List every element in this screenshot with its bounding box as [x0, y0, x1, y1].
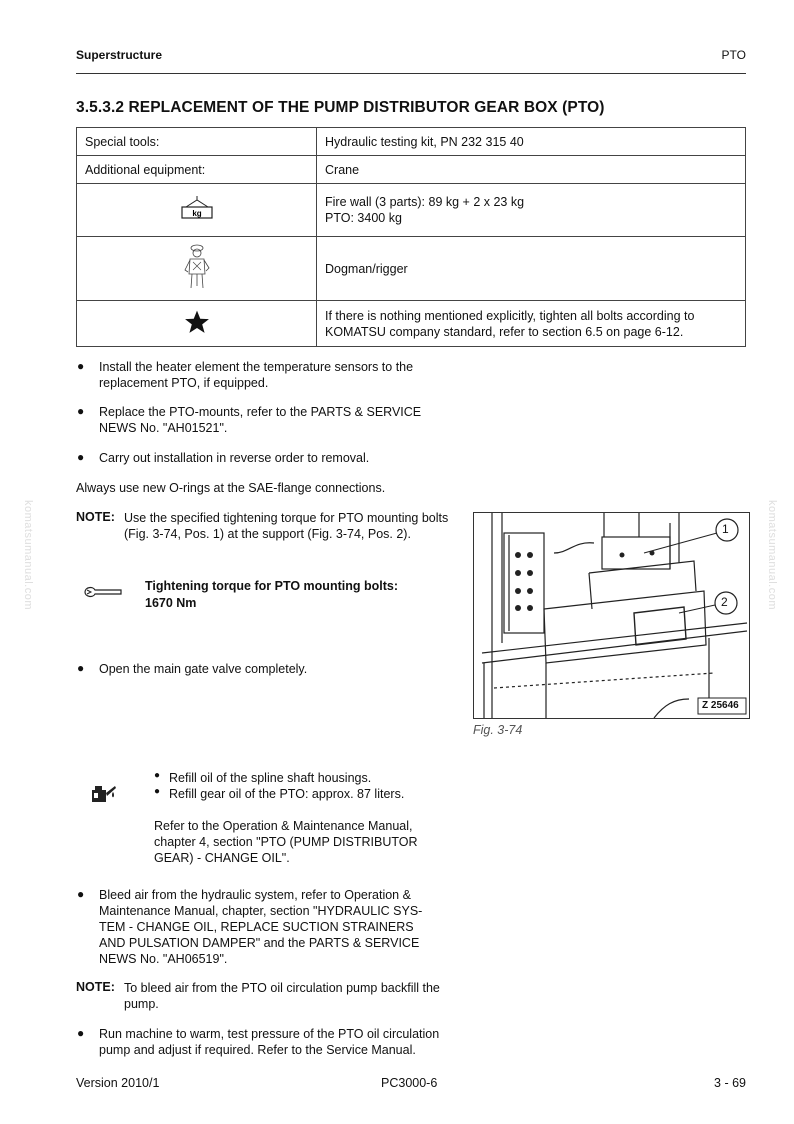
bullet-run-machine: Run machine to warm, test pressure of the PTO oil circulation pump and adjust if required. Refer to the Service Manual. [99, 1027, 440, 1057]
figure-ref: Z 25646 [702, 700, 739, 711]
bullet-dot: ● [77, 450, 85, 464]
table-row-additional-equipment [77, 156, 746, 184]
standard-value [317, 301, 746, 347]
oil-reference-line-3: GEAR) - CHANGE OIL". [154, 851, 290, 865]
oil-reference [154, 818, 454, 866]
oil-spline-item: Refill oil of the spline shaft housings. [169, 771, 372, 785]
star-icon-cell [77, 301, 317, 347]
bullet-dot: ● [77, 887, 85, 901]
bullet-dot: ● [154, 786, 161, 797]
figure-3-74 [473, 512, 750, 719]
bullet-bleed-air [99, 887, 459, 967]
bullet-open-gate-valve: Open the main gate valve completely. [99, 662, 308, 676]
callout-2: 2 [721, 595, 728, 609]
weight-icon-cell [77, 184, 317, 237]
bullet-replace-mounts: Replace the PTO-mounts, refer to the PARTS & SERVICE NEWS No. "AH01521". [99, 405, 422, 435]
oil-reference-line-2: chapter 4, section "PTO (PUMP DISTRIBUTOR [154, 835, 418, 849]
star-icon [184, 309, 210, 335]
header-section: Superstructure [76, 48, 163, 62]
additional-equipment-label: Additional equipment: [77, 156, 317, 184]
dogman-icon-cell [77, 237, 317, 301]
bleed-air-line-4: AND PULSATION DAMPER" and the PARTS & SERVICE [99, 936, 420, 950]
header-topic: PTO [721, 48, 746, 62]
bleed-air-line-3: TEM - CHANGE OIL, REPLACE SUCTION STRAINERS [99, 920, 414, 934]
bleed-air-line-2: Maintenance Manual, chapter, section "HYDRAULIC SYS- [99, 904, 423, 918]
torque-line-1: Tightening torque for PTO mounting bolts: [145, 579, 398, 593]
oil-reference-line-1: Refer to the Operation & Maintenance Manual, [154, 819, 413, 833]
table-row-dogman [77, 237, 746, 301]
note-bleed-text: To bleed air from the PTO oil circulation pump backfill the pump. [124, 981, 440, 1011]
header-rule [76, 73, 746, 74]
dogman-figure-icon [182, 242, 212, 292]
weight-icon-text: kg [191, 209, 202, 218]
table-row-special-tools [77, 128, 746, 156]
bleed-air-line-5: NEWS No. "AH06519". [99, 952, 228, 966]
bullet-dot: ● [77, 404, 85, 418]
standard-line-1: If there is nothing mentioned explicitly, tighten all bolts according to [325, 308, 695, 323]
bullet-dot: ● [154, 770, 161, 781]
standard-line-2: KOMATSU company standard, refer to section 6.5 on page 6-12. [325, 324, 684, 339]
dogman-value: Dogman/rigger [317, 237, 746, 301]
watermark-right: komatsumanual.com [766, 500, 778, 610]
footer-page-number: 3 - 69 [714, 1076, 746, 1090]
bullet-install-heater: Install the heater element the temperature sensors to the replacement PTO, if equipped. [99, 360, 414, 390]
bullet-dot: ● [77, 1026, 85, 1040]
note-torque-text: Use the specified tightening torque for PTO mounting bolts (Fig. 3-74, Pos. 1) at the support (Fig. 3-74, Pos. 2). [124, 511, 449, 541]
bleed-air-line-1: Bleed air from the hydraulic system, refer to Operation & [99, 888, 411, 902]
note-label: NOTE: [76, 980, 115, 994]
oring-note: Always use new O-rings at the SAE-flange connections. [76, 481, 386, 495]
weights-line-2: PTO: 3400 kg [325, 211, 402, 225]
table-row-standard [77, 301, 746, 347]
weights-value [317, 184, 746, 237]
note-label: NOTE: [76, 510, 115, 524]
weights-line-1: Fire wall (3 parts): 89 kg + 2 x 23 kg [325, 195, 525, 209]
torque-spec [145, 578, 445, 612]
figure-caption: Fig. 3-74 [473, 723, 523, 737]
table-row-weights [77, 184, 746, 237]
bullet-dot: ● [77, 661, 85, 675]
bullet-reverse-order: Carry out installation in reverse order to removal. [99, 451, 370, 465]
footer-version: Version 2010/1 [76, 1076, 160, 1090]
footer-model: PC3000-6 [381, 1076, 438, 1090]
torque-value: 1670 Nm [145, 596, 197, 610]
bullet-dot: ● [77, 359, 85, 373]
oil-can-icon [90, 781, 118, 805]
page-title: 3.5.3.2 REPLACEMENT OF THE PUMP DISTRIBUTOR GEAR BOX (PTO) [76, 99, 605, 116]
tools-table [76, 127, 746, 347]
wrench-icon [83, 584, 123, 600]
special-tools-label: Special tools: [77, 128, 317, 156]
special-tools-value: Hydraulic testing kit, PN 232 315 40 [317, 128, 746, 156]
weight-kg-icon [177, 195, 217, 221]
additional-equipment-value: Crane [317, 156, 746, 184]
callout-1: 1 [722, 522, 729, 536]
watermark-left: komatsumanual.com [22, 500, 34, 610]
oil-gear-item: Refill gear oil of the PTO: approx. 87 liters. [169, 787, 405, 801]
figure-drawing [474, 513, 749, 718]
